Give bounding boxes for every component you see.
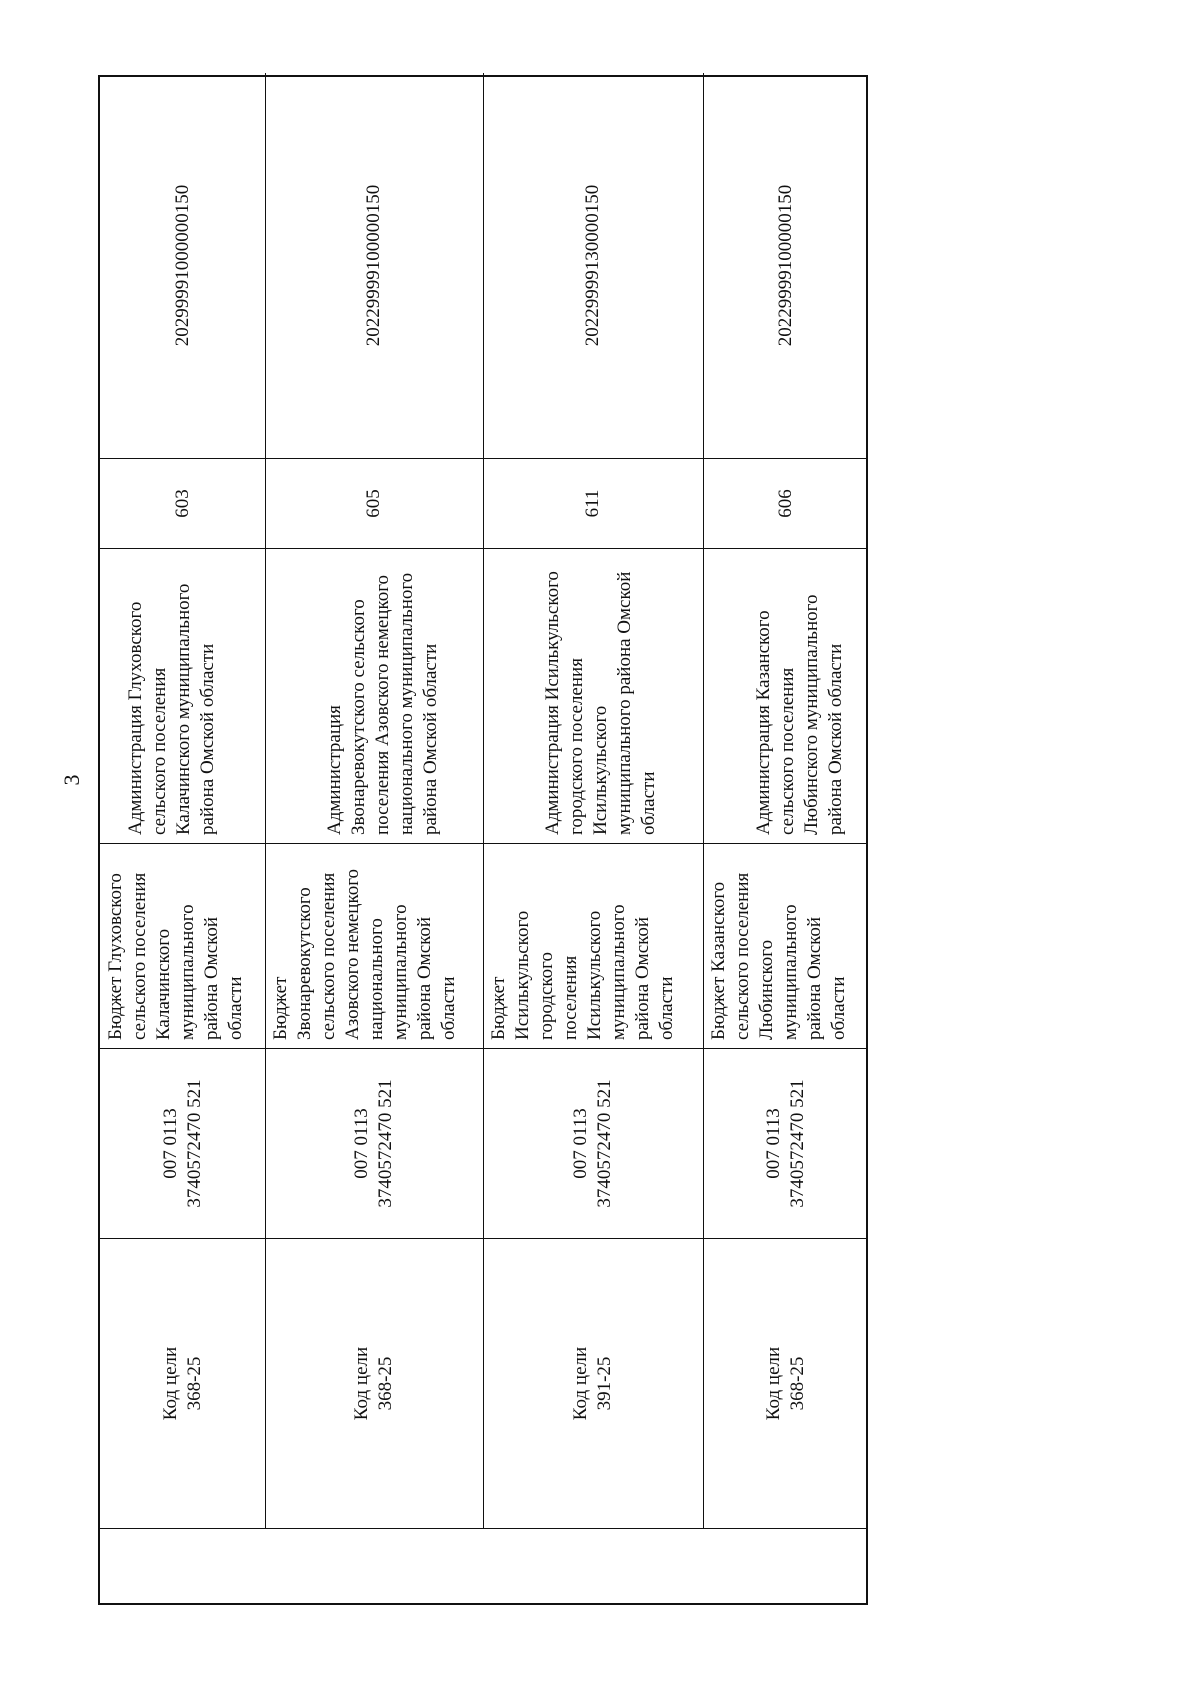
revenue-code-cell: 20229999100000150 [363, 184, 384, 347]
target-code-cell: Код цели 391-25 [483, 1238, 703, 1528]
admin-code-cell: 603 [100, 458, 265, 548]
table-row [265, 73, 483, 1603]
admin-code-cell: 611 [483, 458, 703, 548]
kbk-cell: 007 0113 3740572470 521 [265, 1048, 483, 1238]
administrator-cell: Администрация Глуховского сельского поселения Калачинского муниципального района Омской области [100, 548, 265, 843]
budget-name-cell: Бюджет Глуховского сельского поселения Калачинского муниципального района Омской области [100, 843, 265, 1048]
revenue-code-cell: 20229999130000150 [582, 184, 603, 347]
empty-cell [703, 1528, 868, 1603]
table-row [100, 73, 265, 1603]
empty-cell [100, 1528, 265, 1603]
empty-cell [483, 1528, 703, 1603]
admin-code-cell: 606 [703, 458, 868, 548]
kbk-cell: 007 0113 3740572470 521 [703, 1048, 868, 1238]
administrator-cell: Администрация Казанского сельского поселения Любинского муниципального района Омской области [703, 548, 868, 843]
page-number: 3 [59, 774, 84, 786]
revenue-code-cell: 20229999100000150 [774, 184, 796, 347]
budget-name-cell: Бюджет Звонаревокутского сельского поселения Азовского немецкого национального муниципального района Омской области [265, 843, 483, 1048]
empty-cell [265, 1528, 483, 1603]
revenue-code-cell: 20299991000000150 [171, 184, 193, 347]
table-row [483, 73, 703, 1603]
admin-code-cell: 605 [265, 458, 483, 548]
kbk-cell: 007 0113 3740572470 521 [100, 1048, 265, 1238]
budget-name-cell: Бюджет Казанского сельского поселения Любинского муниципального района Омской области [703, 843, 868, 1048]
kbk-cell: 007 0113 3740572470 521 [483, 1048, 703, 1238]
administrator-cell: Администрация Звонаревокутского сельского поселения Азовского немецкого национального муниципального района Омской области [265, 548, 483, 843]
budget-name-cell: Бюджет Исилькульского городского поселения Исилькульского муниципального района Омской области [483, 843, 703, 1048]
table-row [703, 73, 868, 1603]
target-code-cell: Код цели 368-25 [100, 1238, 265, 1528]
administrator-cell: Администрация Исилькульского городского поселения Исилькульского муниципального района Омской области [483, 548, 703, 843]
budget-table [98, 75, 868, 1605]
target-code-cell: Код цели 368-25 [703, 1238, 868, 1528]
target-code-cell: Код цели 368-25 [265, 1238, 483, 1528]
